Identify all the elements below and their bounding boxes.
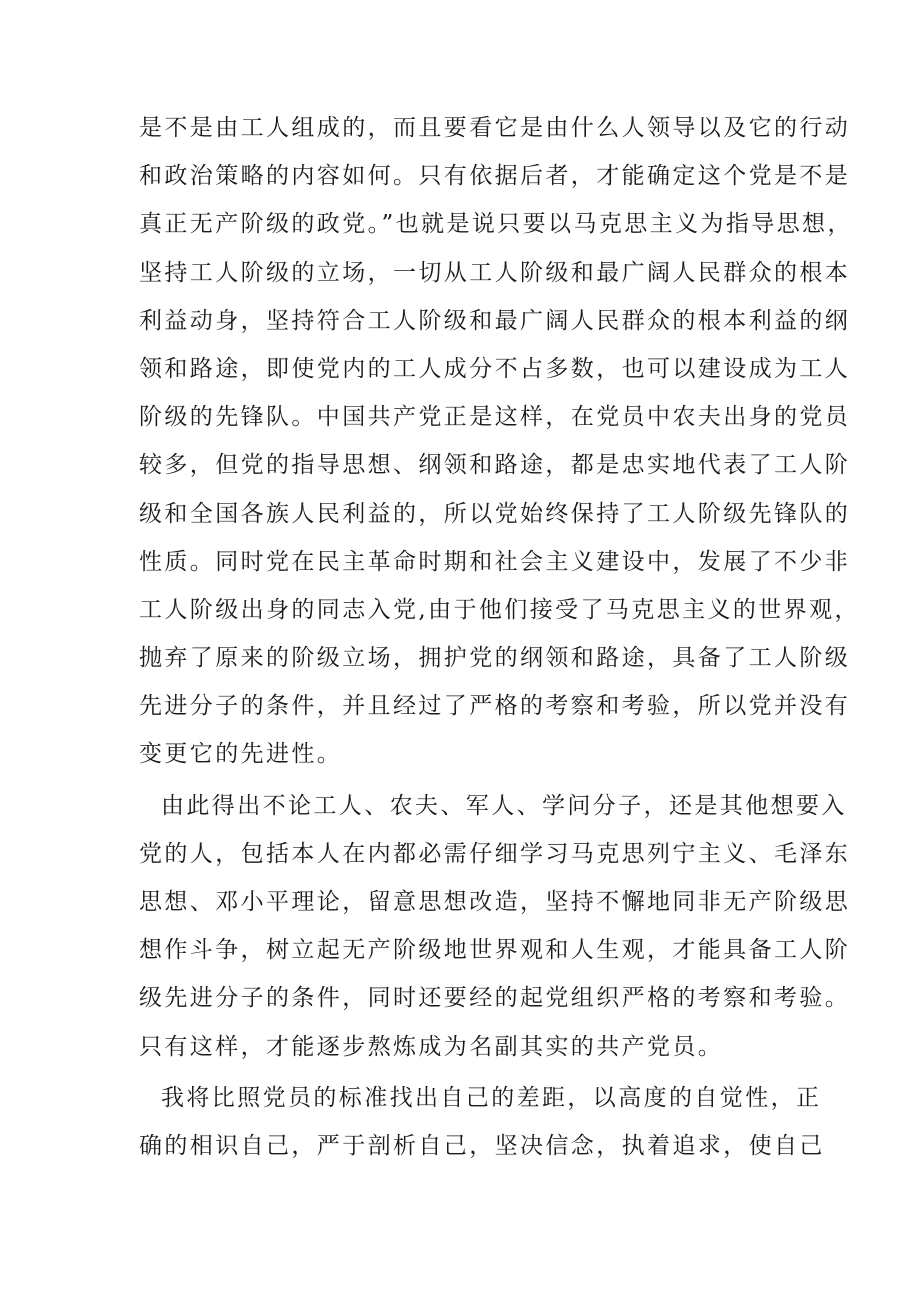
text-line: 思想、邓小平理论，留意思想改造，坚持不懈地同非无产阶级思 (139, 889, 851, 915)
text-line: 抛弃了原来的阶级立场，拥护党的纲领和路途，具备了工人阶级 (139, 645, 851, 672)
text-line: 性质。同时党在民主革命时期和社会主义建设中，发展了不少非 (139, 548, 851, 575)
text-line: 领和路途，即使党内的工人成分不占多数，也可以建设成为工人 (139, 355, 851, 382)
text-line: 工人阶级出身的同志入党,由于他们接受了马克思主义的世界观， (139, 596, 860, 623)
text-line: 只有这样，才能逐步熬炼成为名副其实的共产党员。 (139, 1033, 724, 1060)
text-line: 和政治策略的内容如何。只有依据后者，才能确定这个党是不是 (139, 163, 851, 190)
text-line: 变更它的先进性。 (139, 741, 343, 768)
text-line: 较多，但党的指导思想、纲领和路途，都是忠实地代表了工人阶 (139, 452, 851, 479)
text-line: 级和全国各族人民利益的，所以党始终保持了工人阶级先锋队的 (139, 500, 851, 527)
text-line-indented: 由此得出不论工人、农夫、军人、学问分子，还是其他想要入 (161, 792, 847, 819)
text-line: 级先进分子的条件，同时还要经的起党组织严格的考察和考验。 (139, 985, 851, 1012)
paragraph-1 (139, 104, 860, 779)
text-line: 党的人，包括本人在内都必需仔细学习马克思列宁主义、毛泽东 (139, 840, 851, 867)
document-body (139, 104, 860, 1170)
text-line: 确的相识自己，严于剖析自己，坚决信念，执着追求，使自己 (139, 1132, 825, 1159)
text-line: 真正无产阶级的政党。”也就是说只要以马克思主义为指导思想， (139, 211, 853, 238)
text-line: 先进分子的条件，并且经过了严格的考察和考验，所以党并没有 (139, 693, 851, 720)
text-line: 坚持工人阶级的立场，一切从工人阶级和最广阔人民群众的根本 (139, 259, 851, 286)
text-line-indented: 我将比照党员的标准找出自己的差距，以高度的自觉性，正 (161, 1084, 822, 1111)
text-line: 阶级的先锋队。中国共产党正是这样，在党员中农夫出身的党员 (139, 404, 851, 431)
text-line: 利益动身，坚持符合工人阶级和最广阔人民群众的根本利益的纲 (139, 307, 851, 334)
paragraph-3 (139, 1074, 839, 1170)
text-line: 是不是由工人组成的，而且要看它是由什么人领导以及它的行动 (139, 115, 851, 141)
paragraph-2 (139, 782, 851, 1071)
text-line: 想作斗争，树立起无产阶级地世界观和人生观，才能具备工人阶 (139, 937, 851, 964)
